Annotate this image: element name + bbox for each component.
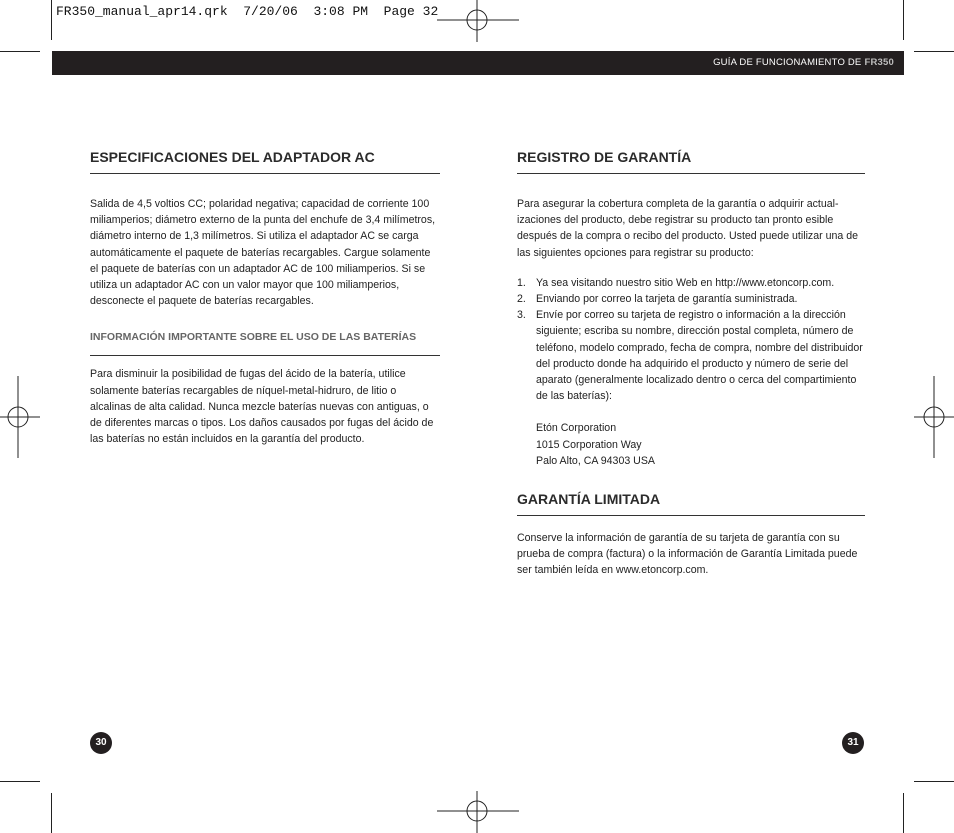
crop-mark	[914, 51, 954, 52]
crop-mark	[903, 793, 904, 833]
list-item-text: Ya sea visitando nuestro sitio Web en http://www.etoncorp.com.	[536, 276, 835, 289]
running-header	[713, 57, 894, 68]
page-number-right: 31	[842, 732, 864, 754]
print-slug: FR350_manual_apr14.qrk 7/20/06 3:08 PM Page 32	[56, 4, 439, 19]
registration-options-list	[517, 275, 865, 405]
model-name: FR350	[864, 57, 894, 68]
crop-mark	[0, 781, 40, 782]
list-item	[517, 291, 865, 307]
list-item	[517, 275, 865, 291]
list-item-text: Envíe por correo su tarjeta de registro o información a la dirección siguiente; escriba su nombre, dirección postal completa, número de teléfono, modelo comprado, fecha de compra, nombre del distribuidor del producto donde ha adquirido el producto y número de serie del aparato (generalmente localizado dentro o cerca del compartimiento de las baterías):	[536, 309, 863, 403]
crop-mark	[914, 781, 954, 782]
crop-mark	[51, 0, 52, 40]
list-item-number: 1.	[517, 276, 526, 289]
registration-mark-left	[0, 376, 40, 458]
registration-mark-right	[914, 376, 954, 458]
list-item	[517, 307, 865, 404]
crop-mark	[0, 51, 40, 52]
address-line: Etón Corporation	[536, 422, 617, 435]
right-column	[517, 149, 865, 579]
address-line: Palo Alto, CA 94303 USA	[536, 454, 655, 467]
battery-info-heading: INFORMACIÓN IMPORTANTE SOBRE EL USO DE LAS BATERÍAS	[90, 331, 440, 356]
list-item-number: 2.	[517, 293, 526, 306]
crop-mark	[51, 793, 52, 833]
adapter-specs-heading: ESPECIFICACIONES DEL ADAPTADOR AC	[90, 149, 440, 174]
list-item-number: 3.	[517, 309, 526, 322]
registration-mark-top	[437, 0, 519, 42]
list-item-text: Enviando por correo la tarjeta de garantía suministrada.	[536, 293, 798, 306]
registration-mark-bottom	[437, 791, 519, 833]
registration-intro-text: Para asegurar la cobertura completa de la garantía o adquirir actual-izaciones del producto, debe registrar su producto tan pronto esible después de la compra o recibo del producto. Usted puede utilizar una de las siguientes opciones para registrar su producto:	[517, 198, 858, 259]
address-line: 1015 Corporation Way	[536, 438, 642, 451]
page-number-left: 30	[90, 732, 112, 754]
crop-mark	[903, 0, 904, 40]
guide-label: GUÍA DE FUNCIONAMIENTO DE	[713, 57, 862, 68]
battery-info-text: Para disminuir la posibilidad de fugas del ácido de la batería, utilice solamente baterías recargables de níquel-metal-hidruro, de litio o alcalinas de alta calidad. Nunca mezcle baterías nuevas con antiguas, o de diferentes marcas o tipos. Los daños causados por fugas del ácido de las baterías no están incluidos en la garantía del producto.	[90, 368, 434, 446]
left-column	[90, 149, 440, 447]
adapter-specs-text: Salida de 4,5 voltios CC; polaridad negativa; capacidad de corriente 100 miliamperios; diámetro externo de la punta del enchufe de 3,4 milímetros, diámetro interno de 1,3 milímetros. Si utiliza el adaptador AC se carga automáticamente el paquete de baterías recargables. Cargue solamente el paquete de baterías con un adaptador AC de 100 miliamperios. Si se utiliza un adaptador AC con un valor mayor que 100 miliamperios, desconecte el paquete de baterías recargables.	[90, 198, 436, 308]
limited-warranty-heading: GARANTÍA LIMITADA	[517, 491, 865, 516]
limited-warranty-text: Conserve la información de garantía de su tarjeta de garantía con su prueba de compra (factura) o la información de Garantía Limitada puede ser también leída en www.etoncorp.com.	[517, 532, 858, 577]
header-bar	[52, 51, 904, 75]
mailing-address	[517, 420, 865, 469]
warranty-registration-heading: REGISTRO DE GARANTÍA	[517, 149, 865, 174]
